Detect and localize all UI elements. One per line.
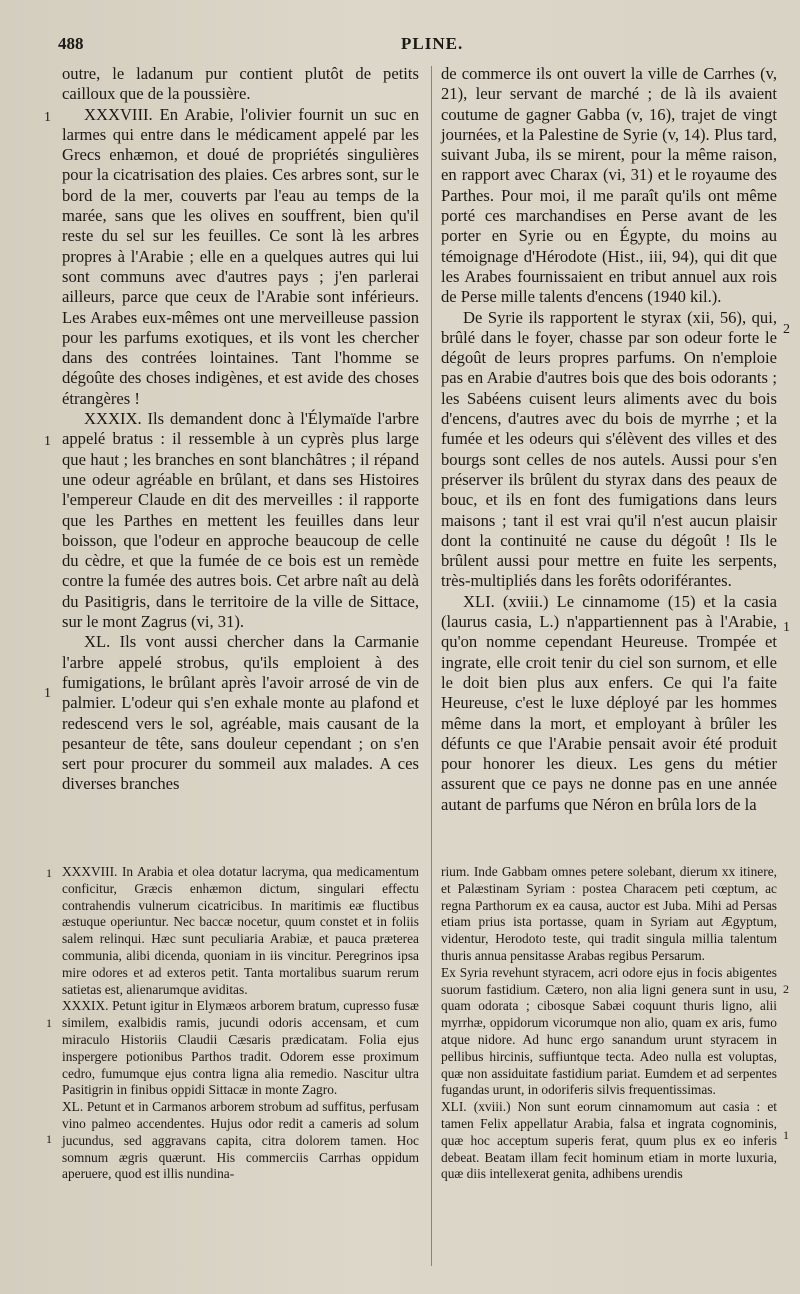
footnote-syria: Ex Syria revehunt styracem, acri odore ejus in focis abigentes suorum fastidium. Cætero, non alia ligni genera sunt in usu, quam odorata ; cibosque Sabæi coquunt thuris ligno, alii myrrhæ, oppidorum vicorumque non alio, quam ex aris, fumo atque nidore. Ad hunc ergo sanandum urunt styracem in pellibus hircinis, suffiuntque tecta. Adeo nulla est voluptas, quæ non assiduitate fastidium pariat. Eumdem et ad serpentes fugandas urunt, in odoriferis silvis frequentissimas. <box>441 964 777 1098</box>
paragraph-xl: XL. Ils vont aussi chercher dans la Carmanie l'arbre appelé strobus, qu'ils emploient à des fumigations, le brûlant après l'avoir arrosé de vin de palmier. L'odeur qui s'en exhale monte au plafond et redescend vers le sol, agréable, mais causant de la pesanteur de tête, sans douleur cependant ; on s'en sert pour procurer du sommeil aux malades. A ces diverses branches <box>62 632 419 794</box>
paragraph-xxxix: XXXIX. Ils demandent donc à l'Élymaïde l'arbre appelé bratus : il ressemble à un cyprès plus large que haut ; les branches en sont blanchâtres ; il répand une odeur agréable en brûlant, et dans ses Histoires l'empereur Claude en dit des merveilles : il rapporte que les Parthes en mettent les feuilles dans leur boisson, que l'odeur en approche beaucoup de celle du cèdre, et que la fumée de ce bois est un remède contre la fumée des autres bois. Cet arbre naît au delà du Pasitigris, dans le territoire de la ville de Sittace, sur le mont Zagrus (vi, 31). <box>62 409 419 632</box>
margin-number: 2 <box>783 322 790 337</box>
footnote-margin-number: 2 <box>783 982 789 996</box>
margin-number: 1 <box>44 110 51 125</box>
main-text-left-column <box>62 64 419 795</box>
footnote-column-divider <box>431 866 432 1266</box>
margin-number: 1 <box>44 686 51 701</box>
footnote-continuation: rium. Inde Gabbam omnes petere solebant, dierum xx itinere, et Palæstinam Syriam : postea Characem peti cœptum, ac regna Parthorum ex ea causa, auctor est Juba. Mihi ad Persas etiam prius ista portasse, quam in Syriam aut Ægyptum, videntur, Herodoto teste, qui tradit singula millia talentum thuris annua pensitasse Arabas regibus Persarum. <box>441 864 777 963</box>
footnote-margin-number: 1 <box>46 866 52 880</box>
footnote-xl: XL. Petunt et in Carmanos arborem strobum ad suffitus, perfusam vino palmeo accendentes. Hujus odor redit a cameris ad solum jucundus, sed aggravans capita, citra dolorem tamen. Hoc somnum ægris quærunt. His commerciis Carrhas oppidum aperuere, quod est illis nundina- <box>62 1099 419 1182</box>
running-title: PLINE. <box>401 34 464 53</box>
page-header <box>58 34 780 56</box>
footnote-xli: XLI. (xviii.) Non sunt eorum cinnamomum aut casia : et tamen Felix appellatur Arabia, falsa et ingrata cognominis, quæ hoc acceptum superis ferat, quum plus ex eo inferis debeat. Beatam illam fecit hominum etiam in morte luxuria, quæ diis intellexerat genita, adhibens urendis <box>441 1099 777 1182</box>
latin-footnotes-left <box>62 864 419 1183</box>
footnote-xxxviii: XXXVIII. In Arabia et olea dotatur lacryma, qua medicamentum conficitur, Græcis enhæmon dictum, singulari effectu contrahendis vulnerum cicatricibus. In maritimis eæ fluctibus æstuque operiuntur. Nec baccæ nocetur, quum constet et in foliis salem relinqui. Hæc sunt peculiaria Arabiæ, et pauca præterea communia, alibi dicenda, quoniam in iis vincitur. Peregrinos ipsa mire odores et ad exteros petit. Tanta mortalibus suarum rerum satietas est, alienarumque aviditas. <box>62 864 419 997</box>
footnote-margin-number: 1 <box>783 1128 789 1142</box>
footnote-xxxix: XXXIX. Petunt igitur in Elymæos arborem bratum, cupresso fusæ similem, exalbidis ramis, jucundi odoris accensam, et cum miraculo Historiis Claudii Cæsaris prædicatam. Folia ejus inspergere potionibus Parthos tradit. Odorem esse proximum cedro, fumumque ejus contra ligna alia remedio. Nascitur ultra Pasitigrin in finibus oppidi Sittacæ in monte Zagro. <box>62 998 419 1098</box>
paragraph-continuation: outre, le ladanum pur contient plutôt de petits cailloux que de la poussière. <box>62 64 419 104</box>
footnote-margin-number: 1 <box>46 1132 52 1146</box>
margin-number: 1 <box>783 620 790 635</box>
paragraph-xxxviii: XXXVIII. En Arabie, l'olivier fournit un suc en larmes qui entre dans le médicament appelé par les Grecs enhæmon, et doué de propriétés singulières pour la cicatrisation des plaies. Ces arbres sont, sur le bord de la mer, couverts par l'eau au temps de la marée, sans que les olives en souffrent, bien qu'il reste du sel sur les feuilles. Ce sont là les arbres propres à l'Arabie ; elle en a quelques autres qui lui sont communs avec d'autres pays ; j'en parlerai ailleurs, parce que ceux de l'Arabie sont inférieurs. Les Arabes eux-mêmes ont une merveilleuse passion pour les parfums exotiques, et ils vont les chercher dans des contrées lointaines. Tant l'homme se dégoûte des choses indigènes, et est avide des choses étrangères ! <box>62 104 419 408</box>
main-text-right-column <box>441 64 777 815</box>
page-number: 488 <box>58 34 84 53</box>
column-divider <box>431 66 432 866</box>
paragraph-syria-styrax: De Syrie ils rapportent le styrax (xii, 56), qui, brûlé dans le foyer, chasse par son odeur forte le dégoût de leurs propres parfums. On n'emploie pas en Arabie d'autres bois que des bois odorants ; les Sabéens cuisent leurs aliments avec du bois d'encens, d'autres avec du bois de myrrhe ; et la fumée et les odeurs qui s'élèvent des villes et des bourgs sont celles de nos autels. Aussi pour s'en préserver ils brûlent du styrax dans des peaux de bouc, et ils en font des fumigations dans leurs maisons ; tant il est vrai qu'il n'est aucun plaisir dont la continuité ne cause du dégoût ! Ils le brûlent aussi pour mettre en fuite les serpents, très-multipliés dans les forêts odoriférantes. <box>441 307 777 591</box>
margin-number: 1 <box>44 434 51 449</box>
paragraph-xli: XLI. (xviii.) Le cinnamome (15) et la casia (laurus casia, L.) n'appartiennent pas à l'Arabie, qu'on nomme cependant Heureuse. Trompée et ingrate, elle croit tenir du ciel son surnom, et elle le doit bien plus aux enfers. Ce qui l'a faite Heureuse, c'est le luxe déployé par les hommes même dans la mort, et employant à brûler les défunts ce que l'Arabie pensait avoir été produit pour honorer les dieux. Les gens du métier assurent que ce pays ne donne pas en une année autant de parfums que Néron en brûla lors de la <box>441 591 777 814</box>
footnote-margin-number: 1 <box>46 1016 52 1030</box>
latin-footnotes-right <box>441 864 777 1183</box>
paragraph-continuation-right: de commerce ils ont ouvert la ville de Carrhes (v, 21), leur servant de marché ; de là ils avaient coutume de gagner Gabba (v, 16), trajet de vingt journées, et la Palestine de Syrie (v, 14). Plus tard, suivant Juba, ils se mirent, pour la même raison, en rapport avec Charax (vi, 31) et le royaume des Parthes. Pour moi, il me paraît qu'ils ont même porté ces marchandises en Perse avant de les porter en Syrie ou en Égypte, du moins au témoignage d'Hérodote (Hist., iii, 94), qui dit que les Arabes fournissaient en tribut annuel aux rois de Perse mille talents d'encens (1940 kil.). <box>441 64 777 307</box>
